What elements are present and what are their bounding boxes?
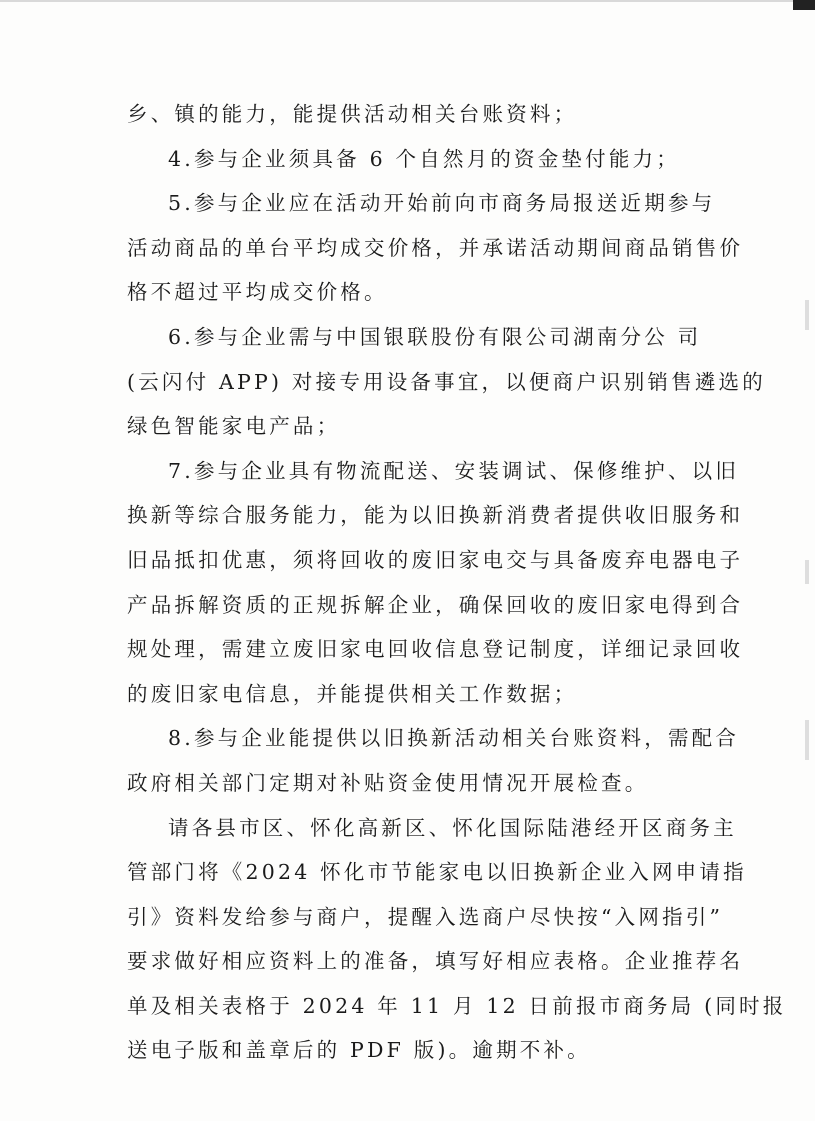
text-line: 规处理，需建立废旧家电回收信息登记制度，详细记录回收 (127, 637, 744, 662)
text-line: 引》资料发给参与商户，提醒入选商户尽快按“入网指引” (127, 904, 724, 929)
document-body (127, 92, 787, 1073)
text-line: 8.参与企业能提供以旧换新活动相关台账资料，需配合 (168, 726, 740, 751)
text-line: 6.参与企业需与中国银联股份有限公司湖南分公 司 (168, 324, 702, 349)
text-line: 格不超过平均成交价格。 (127, 280, 388, 305)
text-line: 换新等综合服务能力，能为以旧换新消费者提供收旧服务和 (127, 503, 744, 528)
scan-speck (805, 560, 809, 584)
text-line: 的废旧家电信息，并能提供相关工作数据； (127, 681, 578, 706)
text-line: 5.参与企业应在活动开始前向市商务局报送近期参与 (168, 191, 716, 216)
text-line: 管部门将《2024 怀化市节能家电以旧换新企业入网申请指 (127, 860, 747, 885)
text-line: 要求做好相应资料上的准备，填写好相应表格。企业推荐名 (127, 949, 744, 974)
text-line: 绿色智能家电产品； (127, 414, 341, 439)
text-line: (云闪付 APP) 对接专用设备事宜，以便商户识别销售遴选的 (127, 369, 766, 394)
text-line: 请各县市区、怀化高新区、怀化国际陆港经开区商务主 (168, 815, 737, 840)
scan-speck (805, 720, 809, 760)
text-line: 政府相关部门定期对补贴资金使用情况开展检查。 (127, 770, 649, 795)
scan-speck (805, 300, 809, 330)
text-line: 送电子版和盖章后的 PDF 版)。逾期不补。 (127, 1038, 591, 1063)
text-line: 产品拆解资质的正规拆解企业，确保回收的废旧家电得到合 (127, 592, 744, 617)
text-line: 4.参与企业须具备 6 个自然月的资金垫付能力； (168, 146, 680, 171)
text-line: 乡、镇的能力，能提供活动相关台账资料； (127, 102, 578, 126)
scan-edge (0, 0, 815, 2)
text-line: 单及相关表格于 2024 年 11 月 12 日前报市商务局 (同时报 (127, 993, 787, 1018)
text-line: 旧品抵扣优惠，须将回收的废旧家电交与具备废弃电器电子 (127, 547, 744, 572)
text-line: 活动商品的单台平均成交价格，并承诺活动期间商品销售价 (127, 235, 744, 260)
text-line: 7.参与企业具有物流配送、安装调试、保修维护、以旧 (168, 458, 740, 483)
scan-corner-mark (793, 0, 815, 10)
